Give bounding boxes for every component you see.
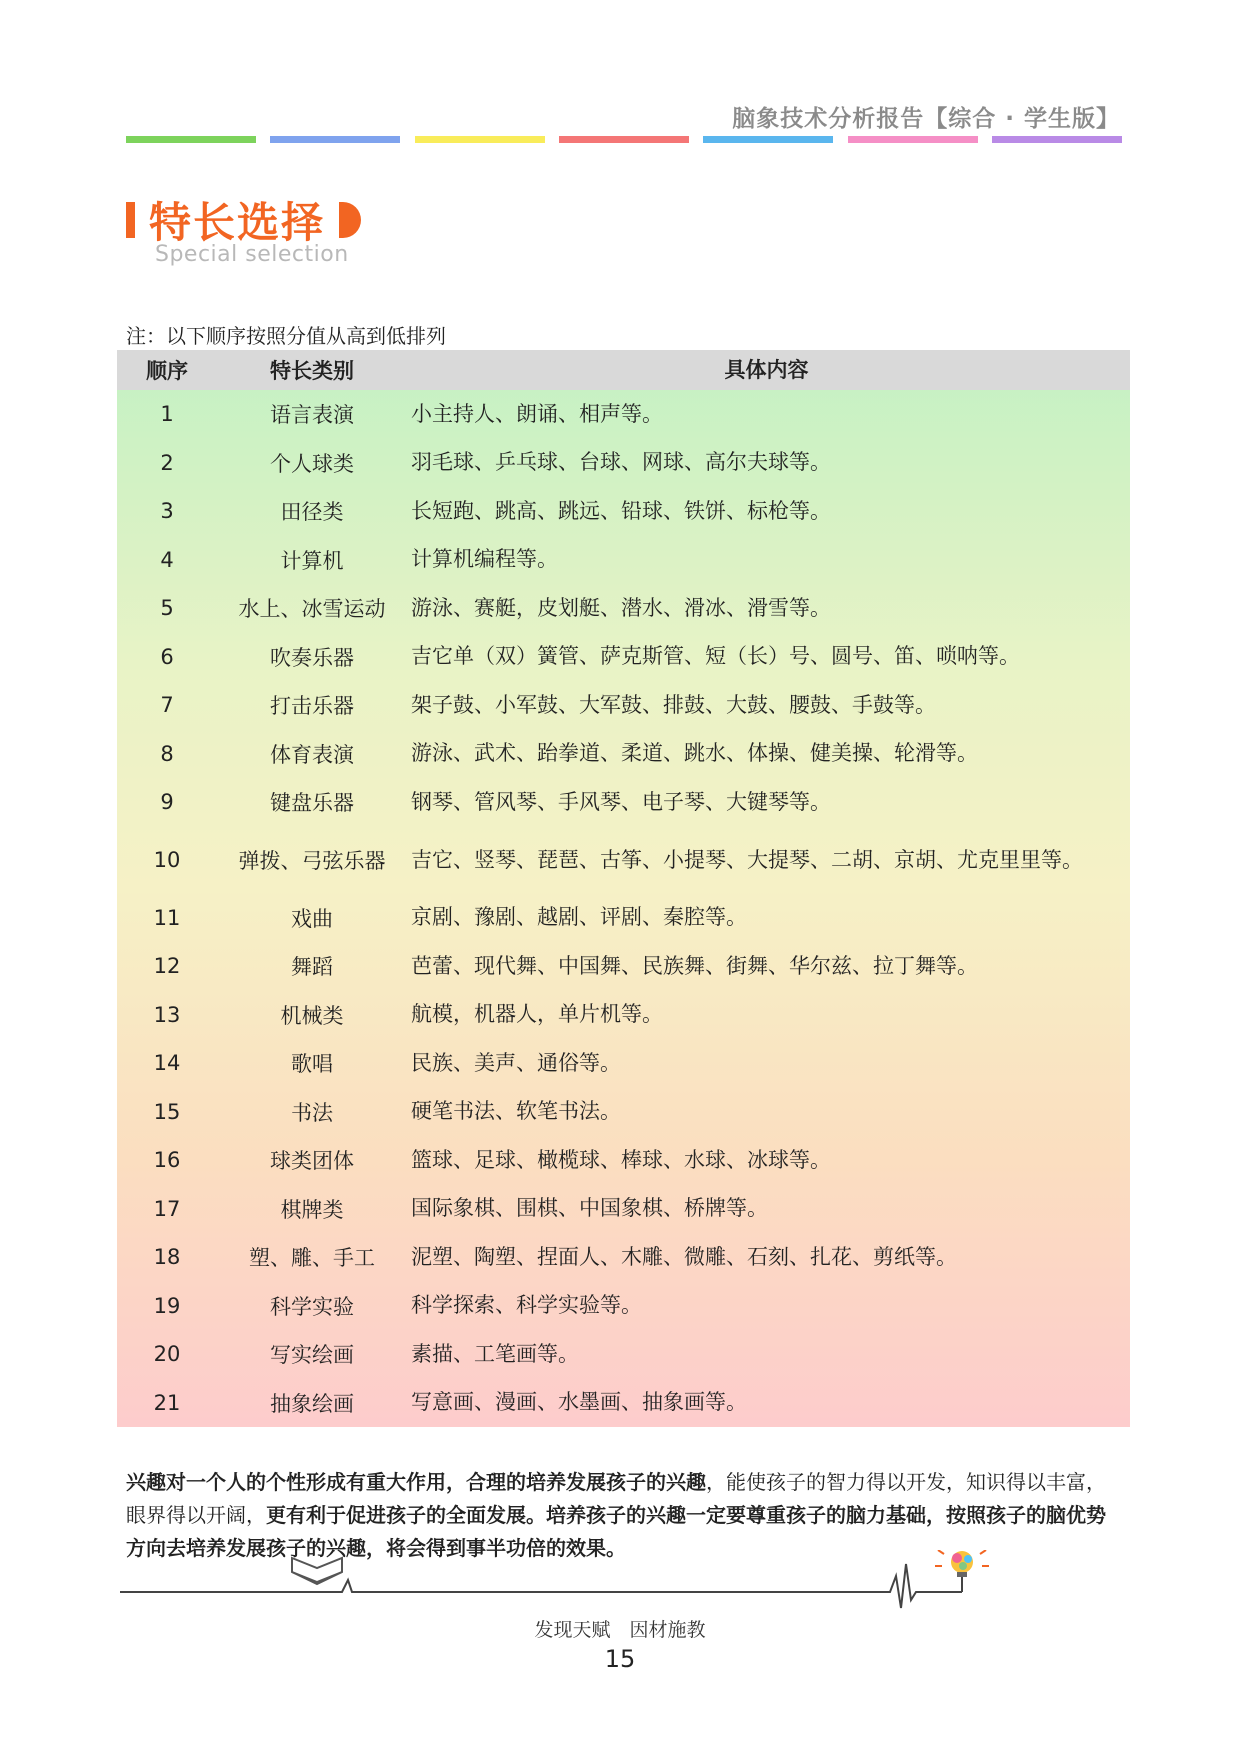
content-cell: 京剧、豫剧、越剧、评剧、秦腔等。 (411, 905, 747, 930)
content-cell: 泥塑、陶塑、捏面人、木雕、微雕、石刻、扎花、剪纸等。 (411, 1244, 957, 1269)
category-cell: 书法 (291, 1100, 333, 1125)
category-cell: 抽象绘画 (270, 1391, 354, 1416)
rank-cell: 19 (153, 1293, 181, 1318)
category-cell: 计算机 (280, 548, 344, 573)
category-cell: 机械类 (280, 1003, 344, 1028)
table-row (117, 730, 1130, 779)
table-row (117, 681, 1130, 730)
content-cell: 羽毛球、乒乓球、台球、网球、高尔夫球等。 (411, 450, 831, 475)
table-row (117, 1039, 1130, 1088)
category-cell: 戏曲 (291, 906, 333, 931)
rank-cell: 4 (160, 547, 174, 572)
content-cell: 航模，机器人，单片机等。 (411, 1002, 663, 1027)
table-row (117, 827, 1130, 894)
category-cell: 语言表演 (270, 403, 354, 428)
content-cell: 吉它、竖琴、琵琶、古筝、小提琴、大提琴、二胡、京胡、尤克里里等。 (411, 847, 1083, 872)
content-cell: 篮球、足球、橄榄球、棒球、水球、冰球等。 (411, 1147, 831, 1172)
content-cell: 架子鼓、小军鼓、大军鼓、排鼓、大鼓、腰鼓、手鼓等。 (411, 692, 936, 717)
content-cell: 游泳、赛艇，皮划艇、潜水、滑冰、滑雪等。 (411, 595, 831, 620)
table-row (117, 894, 1130, 943)
content-cell: 小主持人、朗诵、相声等。 (411, 401, 663, 426)
table-row (117, 390, 1130, 439)
color-bar-segment (559, 136, 689, 143)
category-cell: 弹拨、弓弦乐器 (238, 849, 386, 873)
table-header (117, 350, 1130, 390)
rank-cell: 5 (160, 596, 174, 621)
rank-cell: 10 (153, 848, 181, 872)
rank-cell: 16 (153, 1148, 181, 1173)
lightbulb-icon (951, 1551, 973, 1577)
section-heading (126, 190, 361, 250)
rank-cell: 14 (153, 1051, 181, 1076)
book-icon (292, 1558, 342, 1584)
category-cell: 球类团体 (270, 1149, 354, 1174)
content-cell: 写意画、漫画、水墨画、抽象画等。 (411, 1390, 747, 1415)
rank-cell: 17 (153, 1196, 181, 1221)
sort-note: 注：以下顺序按照分值从高到低排列 (126, 324, 446, 348)
content-cell: 芭蕾、现代舞、中国舞、民族舞、街舞、华尔兹、拉丁舞等。 (411, 953, 978, 978)
category-cell: 键盘乐器 (270, 791, 354, 816)
color-bar-segment (848, 136, 978, 143)
category-cell: 写实绘画 (270, 1343, 354, 1368)
content-cell: 素描、工笔画等。 (411, 1341, 579, 1366)
color-bar-segment (270, 136, 400, 143)
category-cell: 体育表演 (270, 742, 354, 767)
rank-cell: 9 (160, 790, 174, 815)
rank-cell: 15 (153, 1099, 181, 1124)
color-bar-segment (415, 136, 545, 143)
table-row (117, 778, 1130, 827)
rank-cell: 6 (160, 644, 174, 669)
header-rank: 顺序 (146, 359, 188, 383)
content-cell: 科学探索、科学实验等。 (411, 1293, 642, 1318)
report-header-title: 脑象技术分析报告【综合 · 学生版】 (732, 106, 1120, 132)
category-cell: 科学实验 (270, 1294, 354, 1319)
content-cell: 吉它单（双）簧管、萨克斯管、短（长）号、圆号、笛、唢呐等。 (411, 644, 1020, 669)
rank-cell: 13 (153, 1002, 181, 1027)
content-cell: 钢琴、管风琴、手风琴、电子琴、大键琴等。 (411, 789, 831, 814)
rank-cell: 18 (153, 1245, 181, 1270)
rank-cell: 1 (160, 402, 174, 427)
table-row (117, 487, 1130, 536)
table-row (117, 1088, 1130, 1137)
category-cell: 水上、冰雪运动 (238, 597, 386, 622)
rank-cell: 12 (153, 954, 181, 979)
category-cell: 田径类 (280, 500, 344, 525)
summary-bold-2: 更有利于促进孩子的全面发展。培养孩子的兴趣一定要尊重孩子的脑力基础，按照孩子的脑优势方向去培养发展孩子的兴趣，将会得到事半功倍的效果。 (126, 1503, 1106, 1560)
rank-cell: 11 (153, 905, 181, 930)
content-cell: 计算机编程等。 (411, 547, 558, 572)
section-heading-bar (126, 202, 135, 238)
section-heading-cap (339, 202, 361, 238)
table-row (117, 1185, 1130, 1234)
rank-cell: 21 (153, 1390, 181, 1415)
summary-bold-1: 兴趣对一个人的个性形成有重大作用，合理的培养发展孩子的兴趣 (126, 1470, 706, 1494)
category-cell: 吹奏乐器 (270, 645, 354, 670)
category-cell: 棋牌类 (280, 1197, 344, 1222)
content-cell: 民族、美声、通俗等。 (411, 1050, 621, 1075)
rank-cell: 20 (153, 1342, 181, 1367)
table-row (117, 439, 1130, 488)
table-row (117, 1136, 1130, 1185)
content-cell: 硬笔书法、软笔书法。 (411, 1099, 621, 1124)
color-bar-segment (992, 136, 1122, 143)
table-row (117, 1379, 1130, 1428)
header-color-bar (126, 136, 1122, 143)
footer-decoration (120, 1550, 1130, 1620)
table-row (117, 1233, 1130, 1282)
header-content: 具体内容 (724, 357, 809, 382)
header-category: 特长类别 (270, 359, 354, 383)
category-cell: 歌唱 (291, 1052, 333, 1077)
rank-cell: 8 (160, 741, 174, 766)
footer-motto: 发现天赋 因材施教 (534, 1619, 706, 1641)
table-row (117, 1330, 1130, 1379)
table-row (117, 991, 1130, 1040)
content-cell: 游泳、武术、跆拳道、柔道、跳水、体操、健美操、轮滑等。 (411, 741, 978, 766)
page-number: 15 (604, 1645, 636, 1673)
category-cell: 舞蹈 (291, 955, 333, 980)
category-cell: 个人球类 (270, 451, 354, 476)
table-row (117, 536, 1130, 585)
category-cell: 打击乐器 (270, 694, 354, 719)
rank-cell: 2 (160, 450, 174, 475)
section-subtitle: Special selection (155, 242, 349, 267)
table-row (117, 1282, 1130, 1331)
section-title: 特长选择 (149, 198, 326, 247)
category-cell: 塑、雕、手工 (249, 1246, 375, 1271)
specialty-table (117, 350, 1130, 1427)
color-bar-segment (703, 136, 833, 143)
color-bar-segment (126, 136, 256, 143)
heartbeat-line (120, 1564, 962, 1608)
summary-normal: ，能使孩子的智力得以开发，知识得以丰富，眼界得以开阔， (126, 1470, 1106, 1527)
table-row (117, 942, 1130, 991)
table-row (117, 584, 1130, 633)
rank-cell: 7 (160, 693, 174, 718)
rank-cell: 3 (160, 499, 174, 524)
content-cell: 长短跑、跳高、跳远、铅球、铁饼、标枪等。 (411, 498, 831, 523)
table-row (117, 633, 1130, 682)
content-cell: 国际象棋、围棋、中国象棋、桥牌等。 (411, 1196, 768, 1221)
